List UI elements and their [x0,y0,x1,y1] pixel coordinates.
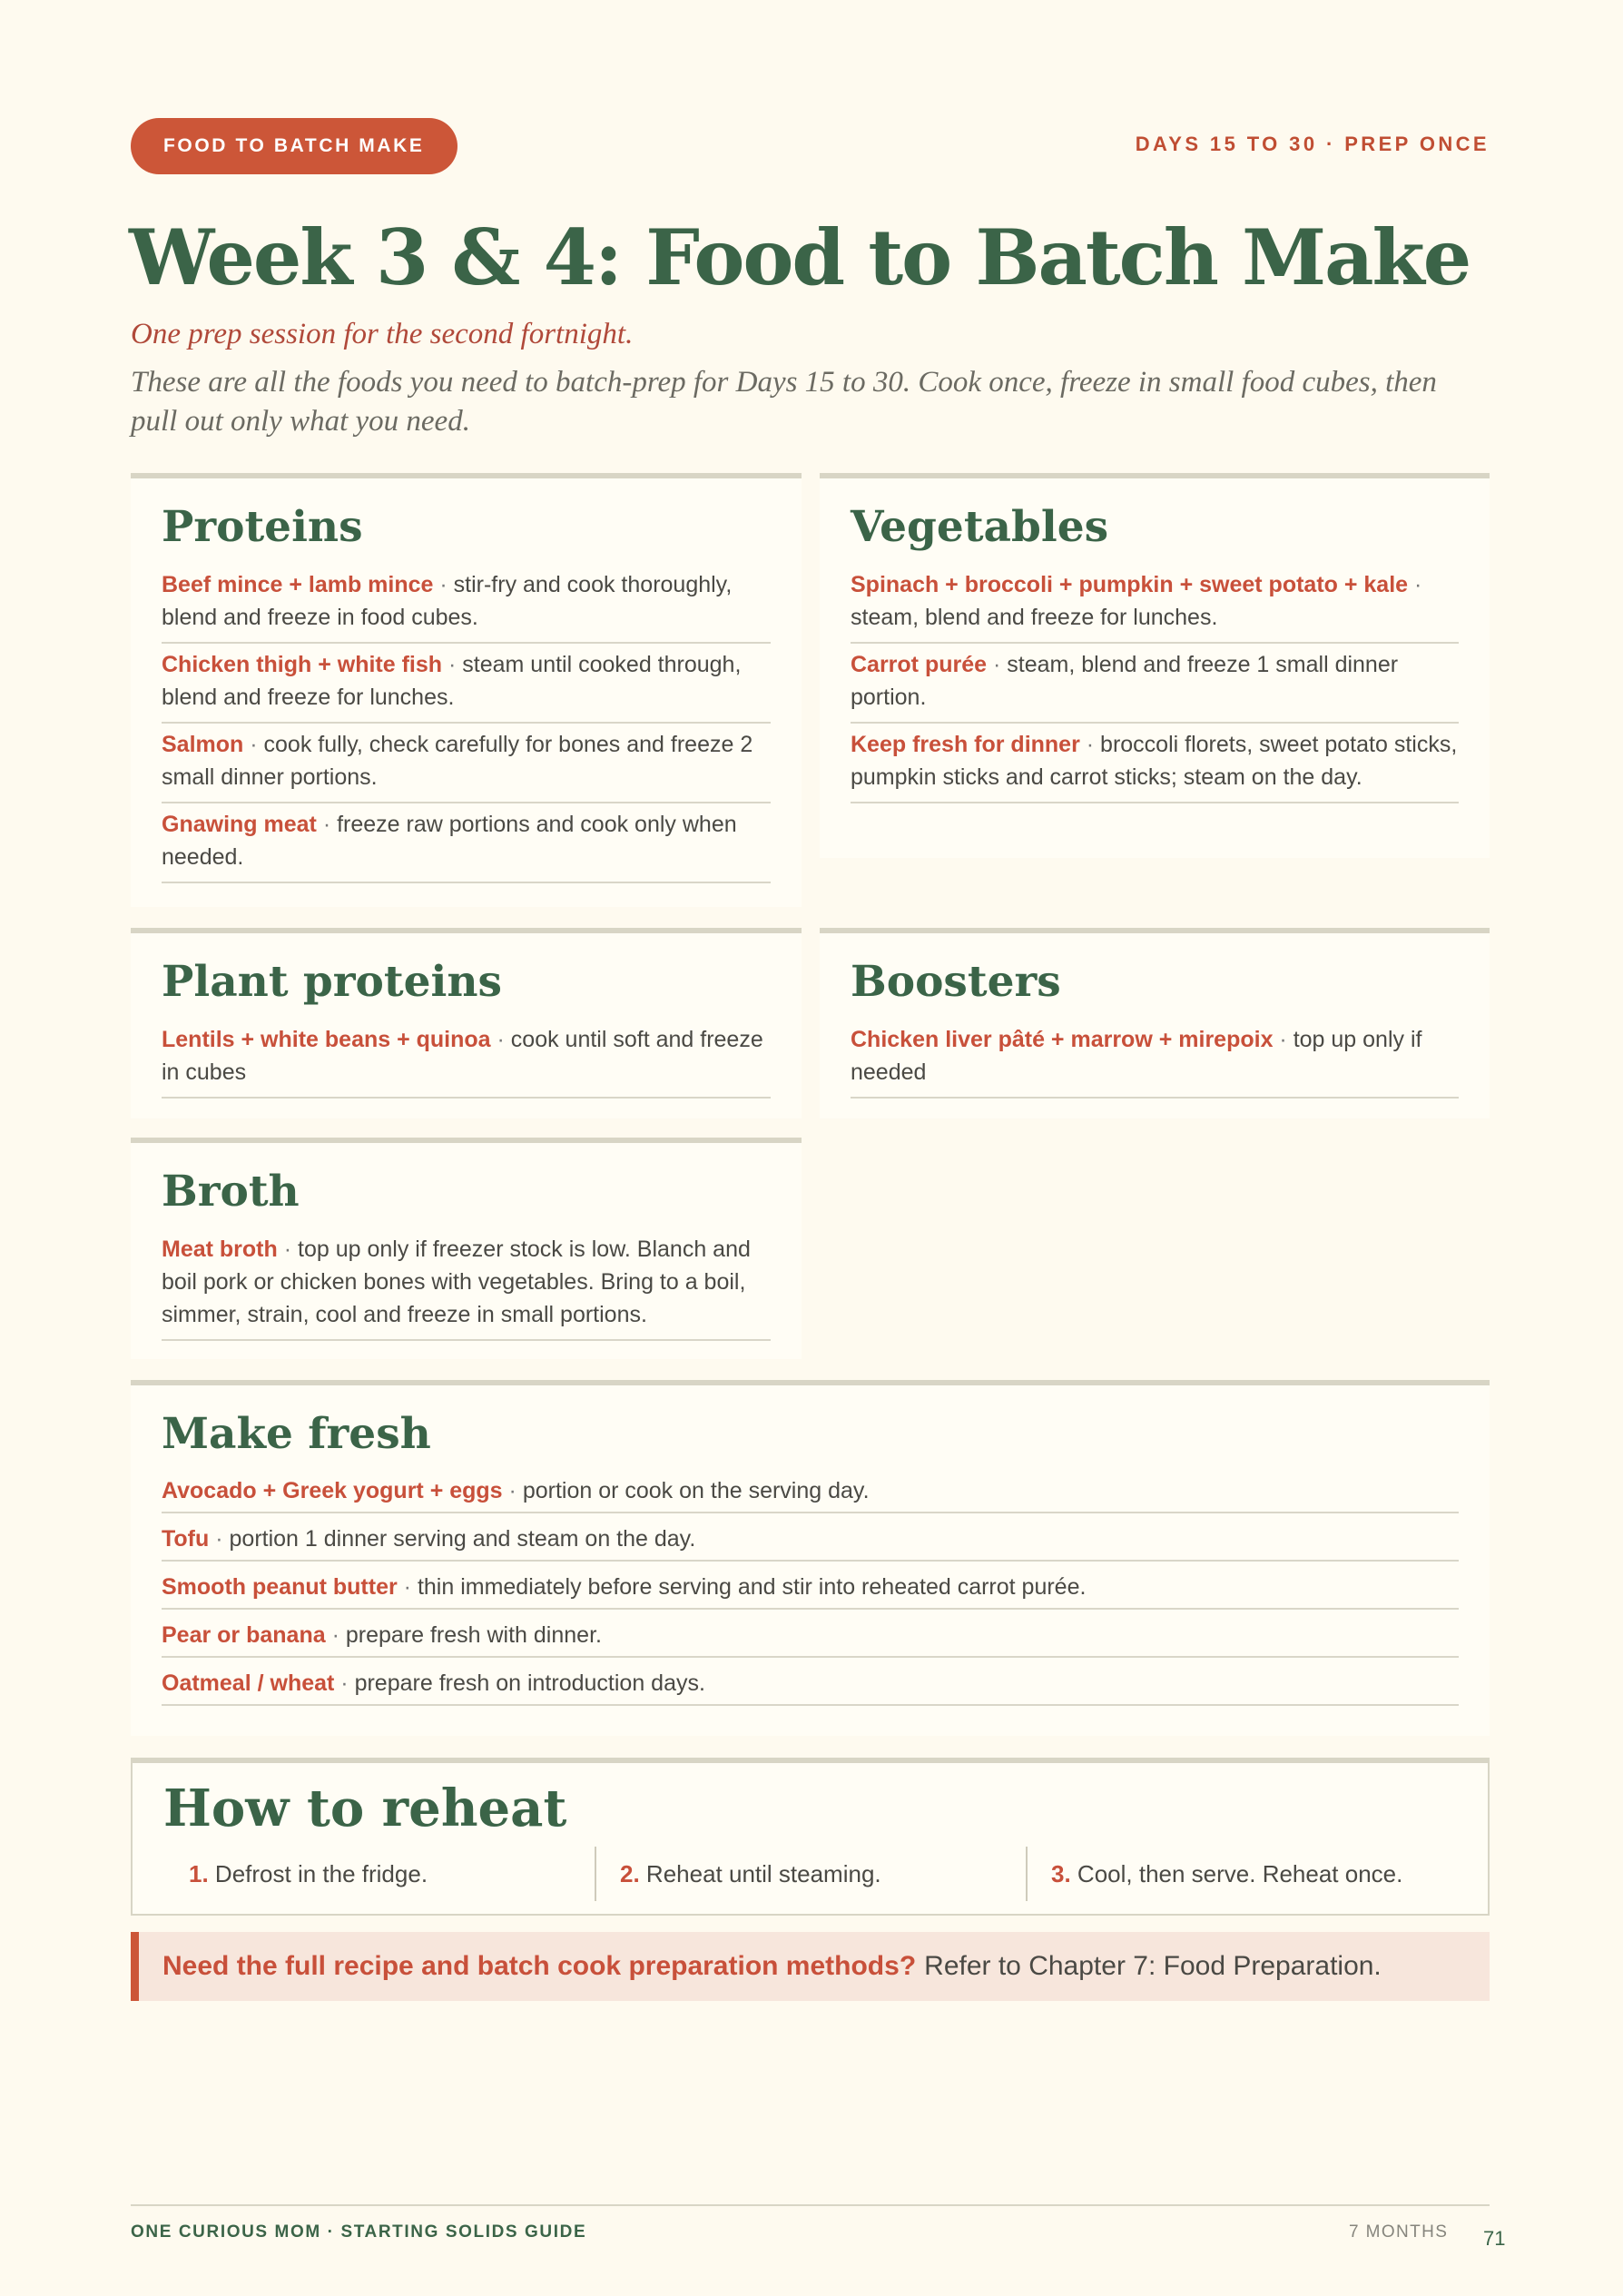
list-item: Pear or banana · prepare fresh with dinner. [162,1610,1459,1658]
card-make-fresh [131,1380,1490,1736]
item-text: top up only if needed [851,1027,1422,1085]
step-number: 1. [189,1860,209,1887]
item-text: broccoli florets, sweet potato sticks, pumpkin sticks and carrot sticks; steam on the day. [851,732,1458,790]
list-item: Beef mince + lamb mince · stir-fry and cook thoroughly, blend and freeze in food cubes. [162,564,771,644]
page-intro: These are all the foods you need to batch-prep for Days 15 to 30. Cook once, freeze in small food cubes, then pull out only what you need. [131,366,1437,438]
list-item: Gnawing meat · freeze raw portions and cook only when needed. [162,803,771,883]
callout-question: Need the full recipe and batch cook preparation methods? [162,1951,917,1981]
card-how-to-reheat [131,1758,1490,1916]
list-item: Salmon · cook fully, check carefully for bones and freeze 2 small dinner portions. [162,724,771,803]
list-item: Keep fresh for dinner · broccoli florets, sweet potato sticks, pumpkin sticks and carrot sticks; steam on the day. [851,724,1459,803]
page-header [131,118,1490,441]
item-text: portion 1 dinner serving and steam on the day. [229,1526,696,1552]
card-boosters [820,928,1490,1118]
item-key: Tofu [162,1526,210,1552]
header-row [131,118,1490,174]
list-item: Tofu · portion 1 dinner serving and steam on the day. [162,1513,1459,1562]
reheat-step [1026,1847,1457,1901]
footer-section: 7 MONTHS [1349,2222,1449,2242]
card-proteins [131,473,802,907]
step-text: Reheat until steaming. [645,1860,881,1887]
card-title: Proteins [162,502,363,552]
item-key: Oatmeal / wheat [162,1670,335,1696]
item-key: Spinach + broccoli + pumpkin + sweet potato + kale [851,572,1409,597]
step-text: Defrost in the fridge. [214,1860,428,1887]
item-key: Salmon [162,732,244,757]
page-subtitle: One prep session for the second fortnight. [131,318,634,350]
item-text: stir-fry and cook thoroughly, blend and freeze in food cubes. [162,572,733,630]
item-key: Lentils + white beans + quinoa [162,1027,491,1052]
page-title: Week 3 & 4: Food to Batch Make [129,212,1471,302]
footer-title: ONE CURIOUS MOM · STARTING SOLIDS GUIDE [131,2222,587,2242]
step-number: 2. [620,1860,640,1887]
callout-text: Refer to Chapter 7: Food Preparation. [924,1951,1382,1981]
item-text: prepare fresh on introduction days. [354,1670,705,1696]
list-item: Chicken thigh + white fish · steam until cooked through, blend and freeze for lunches. [162,644,771,724]
page-number: 71 [1483,2227,1506,2250]
card-title: How to reheat [163,1779,567,1838]
item-text: prepare fresh with dinner. [345,1622,602,1648]
item-text: thin immediately before serving and stir into reheated carrot purée. [417,1574,1087,1600]
footer-divider [131,2204,1490,2206]
item-key: Beef mince + lamb mince [162,572,434,597]
item-text: portion or cook on the serving day. [522,1478,870,1503]
list-item: Lentils + white beans + quinoa · cook until soft and freeze in cubes [162,1019,771,1099]
item-text: freeze raw portions and cook only when needed. [162,812,737,870]
item-key: Meat broth [162,1237,278,1262]
reheat-step [163,1847,595,1901]
item-key: Smooth peanut butter [162,1574,398,1600]
reheat-steps [163,1847,1457,1901]
item-text: cook until soft and freeze in cubes [162,1027,763,1085]
item-key: Gnawing meat [162,812,317,837]
item-key: Carrot purée [851,652,988,677]
days-label: DAYS 15 TO 30 · PREP ONCE [1135,133,1490,155]
item-text: cook fully, check carefully for bones and freeze 2 small dinner portions. [162,732,753,790]
item-text: top up only if freezer stock is low. Blanch and boil pork or chicken bones with vegetables. Bring to a boil, simmer, strain, cool and freeze in small portions. [162,1237,751,1327]
list-item: Smooth peanut butter · thin immediately before serving and stir into reheated carrot purée. [162,1562,1459,1610]
card-title: Plant proteins [162,957,502,1007]
list-item: Oatmeal / wheat · prepare fresh on introduction days. [162,1658,1459,1706]
card-title: Boosters [851,957,1061,1007]
list-item: Chicken liver pâté + marrow + mirepoix · top up only if needed [851,1019,1459,1099]
card-broth [131,1138,802,1359]
item-text: steam, blend and freeze 1 small dinner portion. [851,652,1399,710]
item-text: steam, blend and freeze for lunches. [851,605,1218,630]
recipe-callout [131,1932,1490,2001]
item-key: Chicken liver pâté + marrow + mirepoix [851,1027,1274,1052]
list-item: Meat broth · top up only if freezer stock is low. Blanch and boil pork or chicken bones with vegetables. Bring to a boil, simmer, strain, cool and freeze in small portions. [162,1228,771,1341]
item-key: Keep fresh for dinner [851,732,1080,757]
list-item: Spinach + broccoli + pumpkin + sweet potato + kale · steam, blend and freeze for lunches. [851,564,1459,644]
card-title: Vegetables [851,502,1109,552]
step-number: 3. [1051,1860,1071,1887]
card-vegetables [820,473,1490,858]
item-text: steam until cooked through, blend and freeze for lunches. [162,652,742,710]
step-text: Cool, then serve. Reheat once. [1077,1860,1403,1887]
list-item: Avocado + Greek yogurt + eggs · portion or cook on the serving day. [162,1471,1459,1513]
item-key: Pear or banana [162,1622,326,1648]
item-key: Chicken thigh + white fish [162,652,443,677]
list-item: Carrot purée · steam, blend and freeze 1 small dinner portion. [851,644,1459,724]
card-title: Make fresh [162,1409,431,1459]
reheat-step [595,1847,1026,1901]
section-pill: FOOD TO BATCH MAKE [131,118,457,174]
item-key: Avocado + Greek yogurt + eggs [162,1478,503,1503]
card-plant-proteins [131,928,802,1118]
card-title: Broth [162,1167,300,1217]
